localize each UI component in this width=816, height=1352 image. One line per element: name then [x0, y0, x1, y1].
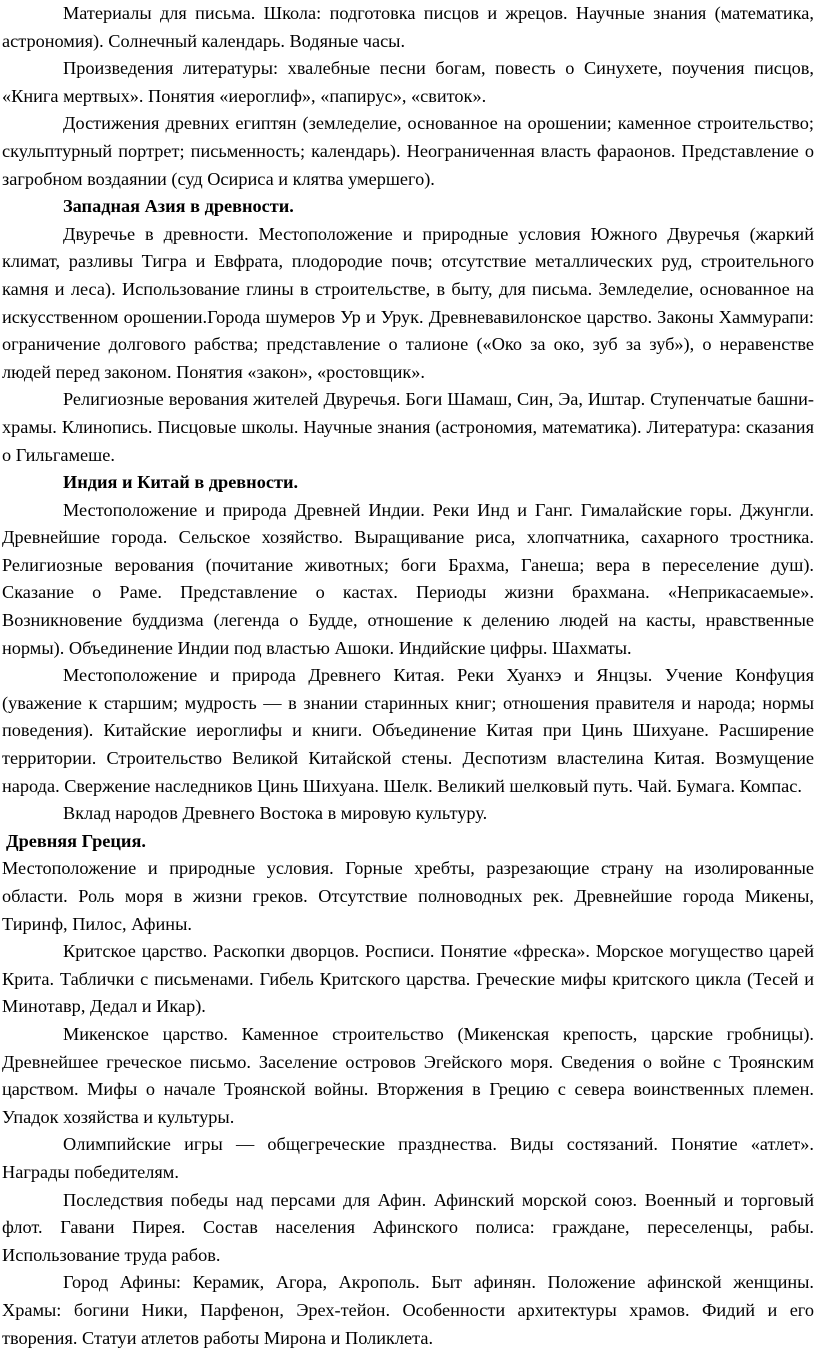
paragraph-mesopotamia-religion: Религиозные верования жителей Двуречья. Боги Шамаш, Син, Эа, Иштар. Ступенчатые башни-храмы. Клинопись. Писцовые школы. Научные знания (астрономия, математика). Литература: сказания о Гильгамеше.	[2, 389, 814, 465]
paragraph-greece-geography: Местоположение и природные условия. Горные хребты, разрезающие страну на изолированные области. Роль моря в жизни греков. Отсутствие полноводных рек. Древнейшие города Микены, Тиринф, Пилос, Афины.	[2, 858, 814, 934]
heading-india-china: Индия и Китай в древности.	[63, 472, 299, 493]
heading-western-asia: Западная Азия в древности.	[63, 196, 294, 217]
paragraph-india: Местоположение и природа Древней Индии. Реки Инд и Ганг. Гималайские горы. Джунгли. Древнейшие города. Сельское хозяйство. Выращивание риса, хлопчатника, сахарного тростника. Религиозные верования (почитание животных; боги Брахма, Ганеша; вера в переселение душ). Сказание о Раме. Представление о кастах. Периоды жизни брахмана. «Неприкасаемые». Возникновение буддизма (легенда о Будде, отношение к делению людей на касты, нравственные нормы). Объединение Индии под властью Ашоки. Индийские цифры. Шахматы.	[2, 499, 814, 658]
paragraph-olympic-games: Олимпийские игры — общегреческие празднества. Виды состязаний. Понятие «атлет». Награды победителям.	[2, 1134, 814, 1182]
paragraph-egypt-literature: Произведения литературы: хвалебные песни богам, повесть о Синухете, поучения писцов, «Книга мертвых». Понятия «иероглиф», «папирус», «свиток».	[2, 58, 814, 106]
paragraph-egypt-achievements: Достижения древних египтян (земледелие, основанное на орошении; каменное строительство; скульптурный портрет; письменность; календарь). Неограниченная власть фараонов. Представление о загробном воздаянии (суд Осириса и клятва умершего).	[2, 113, 814, 189]
paragraph-mycenae: Микенское царство. Каменное строительство (Микенская крепость, царские гробницы). Древнейшее греческое письмо. Заселение островов Эгейского моря. Сведения о войне с Троянским царством. Мифы о начале Троянской войны. Вторжения в Грецию с севера воинственных племен. Упадок хозяйства и культуры.	[2, 1023, 814, 1127]
paragraph-china: Местоположение и природа Древнего Китая. Реки Хуанхэ и Янцзы. Учение Конфуция (уважение к старшим; мудрость — в знании старинных книг; отношения правителя и народа; нормы поведения). Китайские иероглифы и книги. Объединение Китая при Цинь Шихуане. Расширение территории. Строительство Великой Китайской стены. Деспотизм властелина Китая. Возмущение народа. Свержение наследников Цинь Шихуана. Шелк. Великий шелковый путь. Чай. Бумага. Компас.	[2, 665, 814, 796]
paragraph-egypt-writing: Материалы для письма. Школа: подготовка писцов и жрецов. Научные знания (математика, астрономия). Солнечный календарь. Водяные часы.	[2, 3, 814, 51]
paragraph-athens-after-persians: Последствия победы над персами для Афин. Афинский морской союз. Военный и торговый флот. Гавани Пирея. Состав населения Афинского полиса: граждане, переселенцы, рабы. Использование труда рабов.	[2, 1189, 814, 1265]
paragraph-crete: Критское царство. Раскопки дворцов. Росписи. Понятие «фреска». Морское могущество царей Крита. Таблички с письменами. Гибель Критского царства. Греческие мифы критского цикла (Тесей и Минотавр, Дедал и Икар).	[2, 941, 814, 1017]
heading-ancient-greece: Древняя Греция.	[6, 830, 146, 851]
paragraph-east-contribution: Вклад народов Древнего Востока в мировую культуру.	[63, 803, 488, 824]
paragraph-mesopotamia: Двуречье в древности. Местоположение и природные условия Южного Двуречья (жаркий климат, разливы Тигра и Евфрата, плодородие почв; отсутствие металлических руд, строительного камня и леса). Использование глины в строительстве, в быту, для письма. Земледелие, основанное на искусственном орошении.Города шумеров Ур и Урук. Древневавилонское царство. Законы Хаммурапи: ограничение долгового рабства; представление о талионе («Око за око, зуб за зуб»), о неравенстве людей перед законом. Понятия «закон», «ростовщик».	[2, 223, 814, 382]
paragraph-athens-city: Город Афины: Керамик, Агора, Акрополь. Быт афинян. Положение афинской женщины. Храмы: богини Ники, Парфенон, Эрех-тейон. Особенности архитектуры храмов. Фидий и его творения. Статуи атлетов работы Мирона и Поликлета.	[2, 1272, 814, 1348]
